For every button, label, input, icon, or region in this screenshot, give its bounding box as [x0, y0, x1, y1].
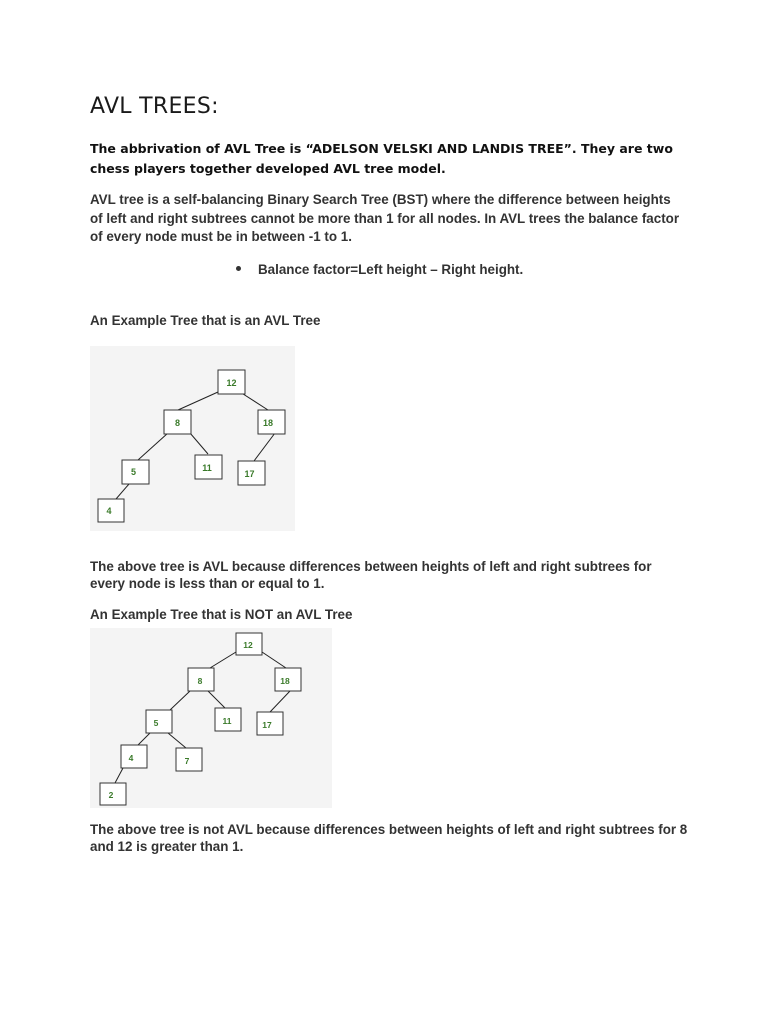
tree-node	[164, 410, 191, 434]
node-label: 17	[262, 720, 272, 730]
example2-caption: The above tree is not AVL because differences between heights of left and right subtrees for 8 and 12 is greater than 1.	[90, 822, 688, 854]
node-label: 4	[106, 506, 112, 516]
tree-node	[275, 668, 301, 691]
tree-node	[121, 745, 147, 768]
page-title: AVL TREES:	[90, 94, 219, 119]
node-label: 2	[108, 790, 114, 800]
tree-node	[218, 370, 245, 394]
tree-node	[100, 783, 126, 805]
tree-node	[122, 460, 149, 484]
non-avl-tree-diagram	[90, 628, 332, 808]
edge-12-18	[240, 392, 268, 410]
tree-node	[215, 708, 241, 731]
node-label: 5	[130, 467, 137, 477]
tree-node	[146, 710, 172, 733]
edge-8-5	[138, 433, 168, 460]
edge-5-4	[116, 484, 129, 499]
edge-18-17	[254, 433, 275, 461]
tree-node	[238, 461, 265, 485]
non-avl-tree-svg	[90, 628, 332, 808]
node-label: 18	[262, 418, 274, 428]
edge-12-18	[262, 652, 286, 668]
node-label: 18	[280, 676, 290, 686]
example2-heading: An Example Tree that is NOT an AVL Tree	[90, 607, 353, 622]
node-label: 8	[174, 418, 181, 428]
bullet-text: Balance factor=Left height – Right height.	[258, 262, 524, 277]
intro-paragraph: The abbrivation of AVL Tree is “ADELSON VELSKI AND LANDIS TREE”. They are two chess players together developed AVL tree model.	[90, 141, 673, 176]
node-label: 12	[226, 378, 237, 388]
edge-5-7	[168, 733, 186, 748]
avl-tree-svg	[90, 346, 295, 531]
example1-heading: An Example Tree that is an AVL Tree	[90, 313, 321, 328]
bullet-icon	[236, 266, 241, 271]
node-label: 4	[128, 753, 134, 763]
example1-caption: The above tree is AVL because differences between heights of left and right subtrees for every node is less than or equal to 1.	[90, 559, 652, 591]
edge-8-11	[208, 691, 225, 708]
node-label: 7	[184, 756, 190, 766]
node-label: 11	[202, 463, 212, 473]
node-label: 17	[244, 469, 255, 479]
tree-node	[176, 748, 202, 771]
node-label: 12	[243, 640, 253, 650]
edge-12-8	[178, 392, 218, 410]
tree-node	[236, 633, 262, 655]
avl-tree-diagram	[90, 346, 295, 531]
edge-8-5	[170, 691, 190, 710]
edge-4-2	[115, 768, 123, 783]
tree-node	[195, 455, 222, 479]
node-label: 5	[153, 718, 159, 728]
edge-12-8	[210, 652, 236, 668]
node-label: 8	[197, 676, 203, 686]
edge-5-4	[138, 733, 150, 745]
tree-node	[188, 668, 214, 691]
tree-node	[257, 712, 283, 735]
node-label: 11	[222, 716, 232, 726]
tree-node	[258, 410, 285, 434]
tree-node	[98, 499, 124, 522]
bullet-item	[236, 262, 523, 277]
edge-8-11	[190, 433, 208, 454]
definition-paragraph: AVL tree is a self-balancing Binary Search Tree (BST) where the difference between heights of left and right subtrees cannot be more than 1 for all nodes. In AVL trees the balance factor of every node must be in between -1 to 1.	[90, 192, 680, 244]
edge-18-17	[270, 691, 290, 712]
